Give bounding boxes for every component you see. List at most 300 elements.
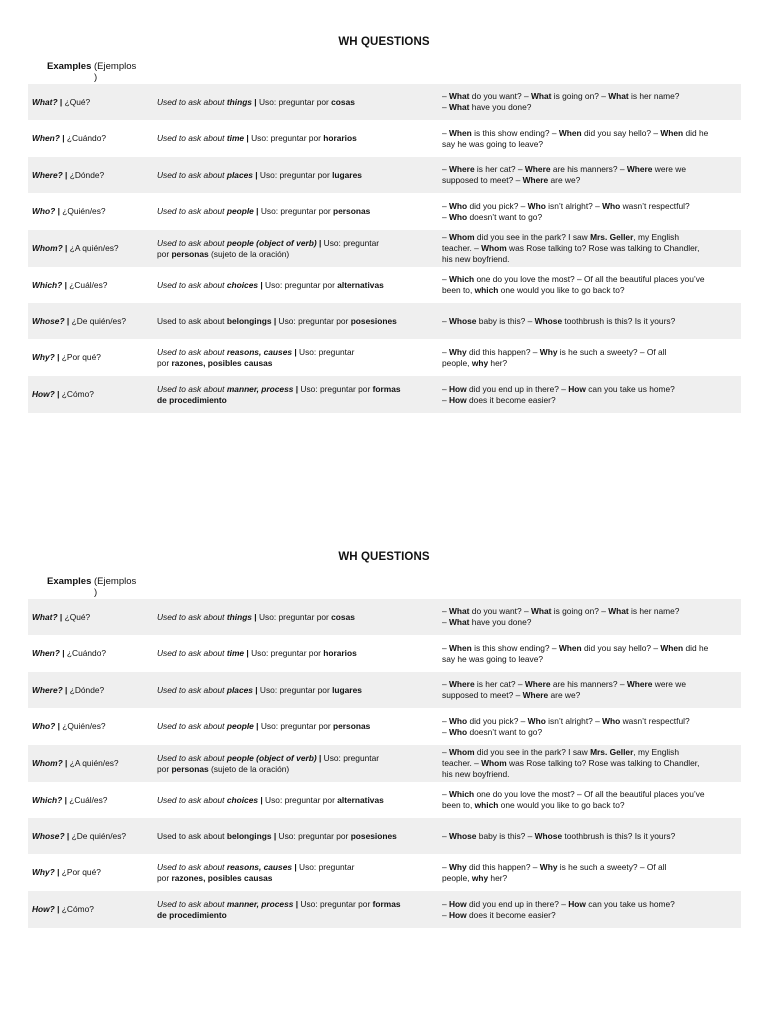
spanish-translation: ¿Qué?: [64, 611, 91, 622]
examples-cell: [436, 230, 741, 267]
uso-suffix: (sujeto de la oración): [208, 248, 290, 259]
uso-prefix: Uso: preguntar por: [265, 279, 338, 290]
separator: |: [293, 898, 301, 909]
example-text: wasn’t respectful?: [620, 200, 690, 211]
example-text: are his manners? –: [550, 164, 627, 174]
usage-topic: reasons, causes: [226, 346, 293, 357]
example-keyword: Where: [626, 679, 653, 689]
example-text: baby is this? –: [476, 830, 535, 841]
separator: |: [271, 830, 279, 841]
uso-topic: personas: [171, 248, 209, 259]
example-keyword: Who: [449, 211, 468, 222]
spanish-translation: ¿De quién/es?: [71, 830, 127, 841]
example-text: does it become easier?: [466, 909, 556, 920]
usage-prefix: Used to ask about: [157, 752, 227, 763]
examples-cell: [436, 745, 741, 782]
usage-cell: [153, 782, 436, 818]
example-text: did you see in the park? I saw: [474, 747, 591, 757]
usage-prefix: Used to ask about: [157, 206, 227, 216]
table-row: [28, 84, 741, 120]
usage-cell: [153, 672, 436, 708]
usage-topic: people (object of verb): [226, 752, 317, 763]
examples-cell: [436, 818, 741, 854]
usage-topic: belongings: [226, 830, 272, 841]
usage-cell: [153, 267, 436, 303]
question-word-cell: [28, 303, 153, 339]
question-word: Whose?: [32, 830, 65, 841]
example-keyword: Whom: [449, 232, 475, 242]
example-text: were we: [652, 679, 686, 689]
example-text: is her name?: [628, 606, 680, 616]
example-keyword: Where: [522, 175, 549, 185]
question-word-cell: [28, 157, 153, 193]
example-text: doesn’t want to go?: [467, 211, 543, 222]
usage-prefix: Used to ask about: [157, 830, 227, 841]
example-text: , my English: [633, 747, 679, 757]
separator: |: [252, 684, 260, 695]
example-keyword: When: [660, 642, 684, 653]
spanish-translation: ¿A quién/es?: [69, 243, 119, 253]
example-text: teacher. –: [442, 243, 482, 253]
table-row: [28, 339, 741, 376]
uso-prefix: Uso: preguntar por: [265, 794, 338, 805]
example-keyword: Why: [539, 861, 558, 872]
example-text: –: [442, 383, 449, 394]
table-row: [28, 376, 741, 413]
example-text: –: [442, 909, 449, 920]
uso-topic-cont: de procedimiento: [157, 909, 227, 920]
example-keyword: How: [568, 383, 586, 394]
usage-topic: manner, process: [226, 383, 294, 394]
example-text: was Rose talking to? Rose was talking to Chandler,: [506, 243, 700, 253]
example-text: did this happen? –: [466, 346, 540, 357]
example-text: , my English: [633, 232, 679, 242]
separator: |: [54, 904, 62, 914]
question-word-cell: [28, 782, 153, 818]
example-text: supposed to meet? –: [442, 175, 523, 185]
uso-prefix-cont: por: [157, 248, 172, 259]
example-keyword: Who: [527, 200, 546, 211]
example-text: did you pick? –: [467, 715, 528, 726]
example-text: –: [442, 726, 449, 737]
uso-topic: alternativas: [337, 794, 384, 805]
example-text: can you take us home?: [585, 898, 675, 909]
example-text: did you pick? –: [467, 200, 528, 211]
uso-topic-cont: de procedimiento: [157, 394, 227, 405]
uso-prefix: Uso: preguntar por: [258, 611, 332, 622]
question-word: Why?: [32, 352, 55, 362]
question-word: Where?: [32, 169, 63, 180]
example-keyword: How: [449, 898, 467, 909]
separator: |: [292, 346, 300, 357]
example-text: her?: [488, 872, 508, 883]
separator: |: [55, 721, 63, 731]
example-text: are his manners? –: [550, 679, 627, 689]
usage-topic: time: [226, 648, 245, 658]
usage-prefix: Used to ask about: [157, 96, 227, 107]
example-keyword: When: [449, 642, 472, 653]
spanish-translation: ¿Cuándo?: [66, 648, 107, 658]
question-word: Whom?: [32, 243, 63, 253]
examples-cell: [436, 854, 741, 891]
uso-topic: personas: [333, 206, 371, 216]
wh-questions-section-1: [0, 36, 768, 416]
example-keyword: Whom: [449, 747, 475, 757]
separator: |: [54, 352, 62, 362]
question-word: What?: [32, 611, 58, 622]
spanish-translation: ¿Qué?: [64, 96, 91, 107]
example-text: been to,: [442, 285, 475, 295]
question-word: How?: [32, 904, 55, 914]
example-keyword: why: [471, 357, 489, 368]
example-text: say he was going to leave?: [442, 138, 544, 149]
example-text: toothbrush is this? Is it yours?: [562, 830, 676, 841]
spanish-translation: ¿A quién/es?: [69, 758, 119, 768]
separator: |: [244, 648, 252, 658]
separator: |: [293, 383, 301, 394]
example-text: one would you like to go back to?: [498, 285, 625, 295]
example-keyword: What: [608, 91, 629, 101]
spanish-translation: ¿Dónde?: [69, 684, 105, 695]
example-keyword: Who: [449, 200, 468, 211]
example-keyword: Mrs. Geller: [590, 232, 634, 242]
separator: |: [62, 243, 70, 253]
separator: |: [57, 96, 65, 107]
examples-heading: Examples: [47, 576, 92, 587]
example-text: –: [442, 127, 449, 138]
example-text: –: [442, 274, 449, 284]
example-text: supposed to meet? –: [442, 690, 523, 700]
question-word-cell: [28, 193, 153, 230]
separator: |: [271, 315, 279, 326]
examples-translation: (Ejemplos: [94, 61, 137, 72]
uso-topic: cosas: [331, 611, 355, 622]
table-row: [28, 672, 741, 708]
example-keyword: What: [449, 102, 470, 112]
examples-cell: [436, 635, 741, 672]
uso-prefix-cont: por: [157, 357, 172, 368]
separator: |: [62, 684, 70, 695]
usage-cell: [153, 84, 436, 120]
uso-prefix: Uso: preguntar por: [300, 383, 373, 394]
example-text: one do you love the most? – Of all the beautiful places you’ve: [474, 274, 705, 284]
example-keyword: Where: [449, 164, 475, 174]
usage-cell: [153, 854, 436, 891]
example-text: one would you like to go back to?: [498, 800, 625, 810]
question-word-cell: [28, 745, 153, 782]
example-keyword: Who: [449, 726, 468, 737]
example-text: are we?: [548, 690, 581, 700]
question-word: When?: [32, 648, 60, 658]
usage-cell: [153, 635, 436, 672]
separator: |: [57, 611, 65, 622]
question-word-cell: [28, 230, 153, 267]
uso-prefix: Uso: preguntar: [323, 752, 380, 763]
example-text: –: [442, 232, 449, 242]
usage-prefix: Used to ask about: [157, 684, 227, 695]
example-text: –: [442, 617, 449, 627]
example-keyword: Who: [602, 200, 621, 211]
example-text: people,: [442, 357, 472, 368]
example-keyword: Where: [522, 690, 549, 700]
examples-cell: [436, 303, 741, 339]
example-text: are we?: [548, 175, 581, 185]
usage-topic: things: [226, 96, 252, 107]
example-keyword: When: [558, 642, 582, 653]
usage-topic: belongings: [226, 315, 272, 326]
question-word: Who?: [32, 206, 56, 216]
question-word-cell: [28, 708, 153, 745]
example-text: teacher. –: [442, 758, 482, 768]
usage-topic: choices: [226, 794, 259, 805]
examples-translation: (Ejemplos: [94, 576, 137, 587]
example-text: isn’t alright? –: [545, 715, 603, 726]
usage-prefix: Used to ask about: [157, 383, 227, 394]
separator: |: [251, 611, 259, 622]
usage-topic: places: [226, 684, 253, 695]
example-keyword: Whom: [481, 243, 507, 253]
example-text: is going on? –: [551, 91, 609, 101]
uso-prefix: Uso: preguntar por: [278, 315, 351, 326]
example-text: been to,: [442, 800, 475, 810]
example-text: have you done?: [469, 102, 532, 112]
example-text: did you see in the park? I saw: [474, 232, 591, 242]
example-keyword: Whose: [534, 830, 563, 841]
question-word-cell: [28, 635, 153, 672]
usage-prefix: Used to ask about: [157, 861, 227, 872]
example-text: can you take us home?: [585, 383, 675, 394]
examples-cell: [436, 157, 741, 193]
separator: |: [253, 721, 261, 731]
separator: |: [251, 96, 259, 107]
example-text: –: [442, 91, 449, 101]
usage-prefix: Used to ask about: [157, 721, 227, 731]
usage-topic: reasons, causes: [226, 861, 293, 872]
separator: |: [316, 752, 324, 763]
uso-topic: cosas: [331, 96, 355, 107]
usage-cell: [153, 193, 436, 230]
example-keyword: Whose: [449, 830, 477, 841]
usage-cell: [153, 599, 436, 635]
example-keyword: Why: [449, 346, 467, 357]
example-text: –: [442, 315, 449, 326]
usage-topic: time: [226, 133, 245, 143]
example-keyword: Who: [527, 715, 546, 726]
example-keyword: How: [449, 909, 467, 920]
uso-prefix: Uso: preguntar por: [259, 169, 333, 180]
example-text: –: [442, 211, 449, 222]
examples-paren-close: ): [94, 72, 98, 83]
usage-cell: [153, 230, 436, 267]
example-keyword: which: [474, 285, 499, 295]
separator: |: [253, 206, 261, 216]
separator: |: [292, 861, 300, 872]
uso-topic: posesiones: [350, 315, 397, 326]
wh-questions-section-2: [0, 551, 768, 931]
example-text: did this happen? –: [466, 861, 540, 872]
example-keyword: Whose: [534, 315, 563, 326]
example-text: –: [442, 200, 449, 211]
example-text: –: [442, 861, 449, 872]
example-text: isn’t alright? –: [545, 200, 603, 211]
table-row: [28, 854, 741, 891]
usage-prefix: Used to ask about: [157, 611, 227, 622]
example-text: wasn’t respectful?: [620, 715, 690, 726]
example-keyword: Where: [524, 164, 551, 174]
wh-questions-table: [28, 599, 741, 928]
example-keyword: Whose: [449, 315, 477, 326]
question-word-cell: [28, 854, 153, 891]
usage-topic: manner, process: [226, 898, 294, 909]
uso-topic: razones, posibles causas: [171, 872, 273, 883]
example-text: –: [442, 830, 449, 841]
example-text: is her name?: [628, 91, 680, 101]
uso-prefix-cont: por: [157, 763, 172, 774]
question-word: Whom?: [32, 758, 63, 768]
spanish-translation: ¿Cuál/es?: [69, 279, 108, 290]
uso-prefix: Uso: preguntar: [299, 346, 355, 357]
usage-topic: choices: [226, 279, 259, 290]
table-row: [28, 303, 741, 339]
question-word: Where?: [32, 684, 63, 695]
uso-prefix: Uso: preguntar: [323, 237, 380, 248]
table-row: [28, 891, 741, 928]
question-word-cell: [28, 376, 153, 413]
table-row: [28, 193, 741, 230]
usage-prefix: Used to ask about: [157, 237, 227, 248]
examples-cell: [436, 599, 741, 635]
uso-prefix: Uso: preguntar por: [251, 648, 324, 658]
example-text: is her cat? –: [474, 164, 525, 174]
example-keyword: How: [449, 383, 467, 394]
spanish-translation: ¿Cómo?: [61, 904, 94, 914]
table-row: [28, 745, 741, 782]
usage-cell: [153, 339, 436, 376]
question-word: How?: [32, 389, 55, 399]
example-text: did you end up in there? –: [466, 383, 569, 394]
separator: |: [64, 830, 72, 841]
question-word: What?: [32, 96, 58, 107]
example-text: –: [442, 164, 449, 174]
usage-prefix: Used to ask about: [157, 898, 227, 909]
table-row: [28, 267, 741, 303]
separator: |: [55, 206, 63, 216]
usage-topic: places: [226, 169, 253, 180]
example-text: –: [442, 898, 449, 909]
question-word: Which?: [32, 279, 63, 290]
question-word-cell: [28, 818, 153, 854]
example-text: –: [442, 102, 449, 112]
example-text: were we: [652, 164, 686, 174]
example-keyword: Which: [449, 274, 475, 284]
example-text: –: [442, 715, 449, 726]
example-text: –: [442, 679, 449, 689]
usage-topic: people: [226, 721, 254, 731]
example-text: her?: [488, 357, 508, 368]
examples-cell: [436, 672, 741, 708]
page-title: WH QUESTIONS: [338, 36, 430, 48]
usage-cell: [153, 303, 436, 339]
separator: |: [244, 133, 252, 143]
example-text: is this show ending? –: [471, 642, 559, 653]
examples-cell: [436, 84, 741, 120]
uso-topic: lugares: [332, 684, 362, 695]
table-row: [28, 157, 741, 193]
uso-prefix-cont: por: [157, 872, 172, 883]
uso-topic: alternativas: [337, 279, 384, 290]
separator: |: [62, 279, 70, 290]
example-keyword: What: [449, 606, 470, 616]
usage-prefix: Used to ask about: [157, 794, 227, 805]
uso-suffix: (sujeto de la oración): [208, 763, 290, 774]
example-text: –: [442, 642, 449, 653]
examples-cell: [436, 267, 741, 303]
usage-prefix: Used to ask about: [157, 648, 227, 658]
examples-cell: [436, 376, 741, 413]
examples-cell: [436, 193, 741, 230]
examples-cell: [436, 120, 741, 157]
example-keyword: What: [530, 91, 552, 101]
uso-topic: horarios: [323, 648, 357, 658]
separator: |: [54, 389, 62, 399]
example-text: –: [442, 394, 449, 405]
spanish-translation: ¿Cuándo?: [66, 133, 107, 143]
example-keyword: When: [660, 127, 684, 138]
example-keyword: What: [449, 617, 470, 627]
example-text: people,: [442, 872, 472, 883]
example-text: his new boyfriend.: [442, 254, 510, 264]
usage-prefix: Used to ask about: [157, 169, 227, 180]
usage-prefix: Used to ask about: [157, 279, 227, 290]
example-keyword: When: [558, 127, 582, 138]
example-keyword: What: [530, 606, 552, 616]
usage-topic: people: [226, 206, 254, 216]
question-word: When?: [32, 133, 60, 143]
example-text: have you done?: [469, 617, 532, 627]
spanish-translation: ¿Cuál/es?: [69, 794, 108, 805]
examples-label: [47, 576, 157, 598]
usage-cell: [153, 376, 436, 413]
example-text: did you say hello? –: [581, 127, 661, 138]
separator: |: [54, 867, 62, 877]
question-word-cell: [28, 339, 153, 376]
spanish-translation: ¿Quién/es?: [62, 206, 106, 216]
spanish-translation: ¿Por qué?: [61, 352, 101, 362]
question-word: Whose?: [32, 315, 65, 326]
separator: |: [62, 169, 70, 180]
uso-topic: formas: [372, 383, 401, 394]
example-text: does it become easier?: [466, 394, 556, 405]
examples-cell: [436, 339, 741, 376]
table-row: [28, 782, 741, 818]
example-keyword: Who: [602, 715, 621, 726]
uso-prefix: Uso: preguntar por: [258, 96, 332, 107]
example-text: say he was going to leave?: [442, 653, 544, 664]
example-keyword: What: [449, 91, 470, 101]
example-keyword: Where: [449, 679, 475, 689]
example-text: do you want? –: [469, 606, 531, 616]
question-word-cell: [28, 84, 153, 120]
table-row: [28, 708, 741, 745]
examples-heading: Examples: [47, 61, 92, 72]
spanish-translation: ¿Quién/es?: [62, 721, 106, 731]
example-text: was Rose talking to? Rose was talking to Chandler,: [506, 758, 700, 768]
spanish-translation: ¿Por qué?: [61, 867, 101, 877]
example-text: do you want? –: [469, 91, 531, 101]
uso-prefix: Uso: preguntar por: [300, 898, 373, 909]
example-keyword: Where: [626, 164, 653, 174]
separator: |: [316, 237, 324, 248]
